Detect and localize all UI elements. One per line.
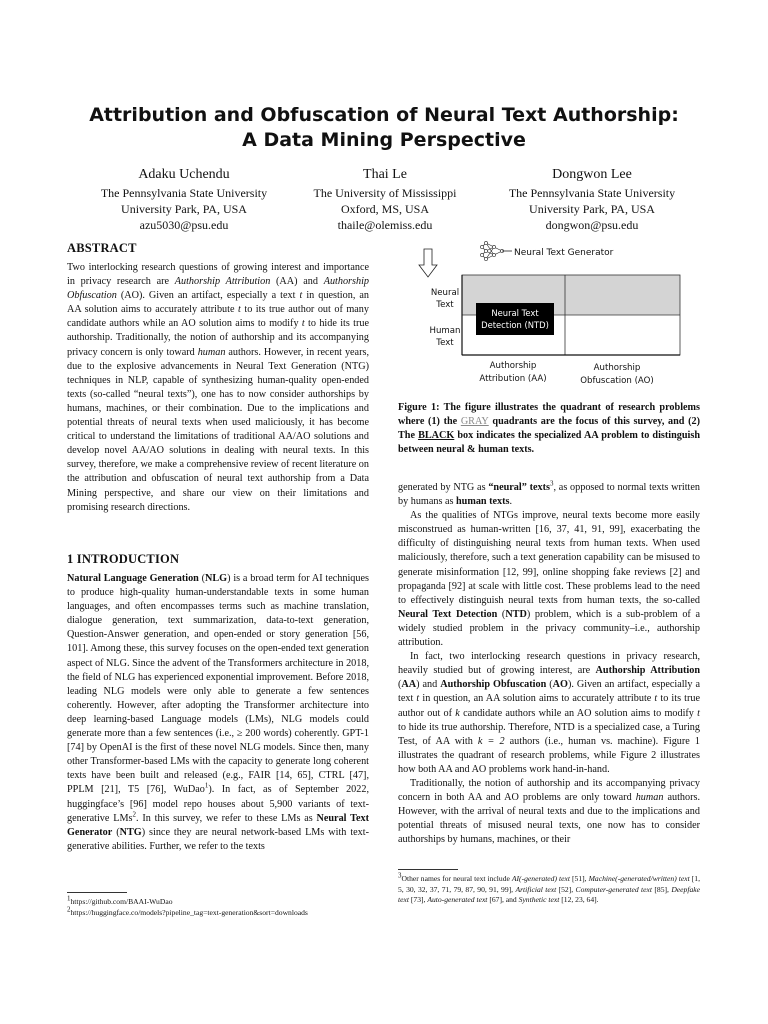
author-email[interactable]: dongwon@psu.edu xyxy=(545,218,639,232)
author-block-1 xyxy=(72,165,296,233)
row-label-human-text: Text xyxy=(436,338,454,348)
col-label-ao-1: Authorship xyxy=(593,363,641,373)
title-line-1: Attribution and Obfuscation of Neural Text Authorship: xyxy=(89,104,679,126)
introduction-section xyxy=(67,551,369,854)
introduction-heading: 1 INTRODUCTION xyxy=(67,552,180,566)
col-label-aa-1: Authorship xyxy=(489,361,537,371)
ntd-box-label-1: Neural Text xyxy=(491,308,539,318)
body-paragraph: Traditionally, the notion of authorship and its accompanying privacy concern in both AA and AO problems are only toward human authors. However, with the arrival of neural texts and due to the implications and potential threats of misused neural texts, one now has to consider authorships by humans, machines, or their xyxy=(398,777,700,846)
footnote-1: $^1$https://github.com/BAAI-WuDao xyxy=(67,894,173,906)
body-paragraph: In fact, two interlocking research questions in privacy research, heavily studied but of growing interest, are Authorship Attribution (AA) and Authorship Obfuscation (AO). Given an artifact, especially a text t in question, an AA solution aims to accurately attribute t to its true author out of k candidate authors while an AO solution aims to modify t to hide its true authorship. Therefore, NTD is a specialized case, a Turing Test, of AA with k = 2 authors (i.e., human vs. machine). Figure 1 illustrates the quadrant of research problems, while Figure 2 illustrates how both AA and AO problems work hand-in-hand. xyxy=(398,651,701,775)
col-label-aa-2: Attribution (AA) xyxy=(479,374,547,384)
generator-label: Neural Text Generator xyxy=(514,248,614,258)
figure-1-quadrant xyxy=(398,237,704,387)
row-label-neural: Neural xyxy=(430,288,460,298)
author-affiliation: The Pennsylvania State University xyxy=(100,186,268,200)
figure-1-caption: Figure 1: The figure illustrates the quadrant of research problems where (1) the GRAY quadrants are the focus of this survey, and (2) The BLACK box indicates the specialized AA problem to distinguish between neural & human texts. xyxy=(398,402,701,455)
author-location: Oxford, MS, USA xyxy=(340,202,429,216)
footnote-rule xyxy=(67,892,127,893)
row-label-human: Human xyxy=(429,326,461,336)
author-email[interactable]: azu5030@psu.edu xyxy=(139,218,229,232)
ntd-box-label-2: Detection (NTD) xyxy=(481,320,549,330)
author-name: Thai Le xyxy=(363,167,407,182)
author-name: Adaku Uchendu xyxy=(138,167,230,182)
abstract-paragraph: Two interlocking research questions of growing interest and importance in privacy research are Authorship Attribution (AA) and Authorship Obfuscation (AO). Given an artifact, especially a text t in question, an AA solution aims to accurately attribute t to its true author out of many candidate authors while an AO solution aims to modify t to hide its true authorship. Traditionally, the notion of authorship and its accompanying privacy concern is only toward human authors. However, in recent years, due to the explosive advancements in Neural Text Generation (NTG) techniques in NLP, capable of synthesizing human-quality open-ended texts (so-called “neural texts”), one has to now consider authorships by humans, machines, or their combination. Due to the implications and potential threats of neural texts when used maliciously, it has become critical to understand the limitations of traditional AA/AO solutions and develop novel AA/AO solutions in dealing with neural texts. In this survey, therefore, we make a comprehensive review of recent literature on the attribution and obfuscation of neural text authorship from a Data Mining perspective, and share our view on their limitations and promising research directions. xyxy=(67,262,370,513)
footnote-3: $^3$Other names for neural text include AI(-generated) text [51], Machine(-generated/written) text [1, 5, 30, 32, 37, 71, 79, 87, 90, 91, 99], Artificial text [52], Computer-generated text [85], Deepfake text [73], Auto-generated text [67], and Synthetic text [12, 23, 64]. xyxy=(398,871,700,904)
left-footnotes xyxy=(67,894,369,918)
down-arrow-icon xyxy=(419,249,437,277)
row-label-neural-text: Text xyxy=(436,300,454,310)
author-affiliation: The University of Mississippi xyxy=(313,186,457,200)
abstract-section xyxy=(67,240,369,515)
footnote-2: $^2$https://huggingface.co/models?pipeline_tag=text-generation&sort=downloads xyxy=(67,904,308,917)
title-line-2: A Data Mining Perspective xyxy=(242,129,526,151)
author-name: Dongwon Lee xyxy=(552,167,632,182)
body-paragraph: generated by NTG as “neural” texts$^3$, as opposed to normal texts written by humans as human texts. xyxy=(398,479,701,508)
abstract-heading: ABSTRACT xyxy=(67,241,137,255)
author-email[interactable]: thaile@olemiss.edu xyxy=(337,218,433,232)
author-block-2 xyxy=(290,165,480,233)
author-block-3 xyxy=(480,165,704,233)
neural-network-icon xyxy=(480,241,503,260)
footnote-rule xyxy=(398,869,458,870)
author-affiliation: The Pennsylvania State University xyxy=(508,186,676,200)
col-label-ao-2: Obfuscation (AO) xyxy=(580,376,654,386)
author-location: University Park, PA, USA xyxy=(121,202,247,216)
paper-title xyxy=(0,103,768,153)
body-paragraph: As the qualities of NTGs improve, neural texts become more easily misconstrued as human-written [16, 37, 41, 91, 99], exacerbating the difficulty of distinguishing neural texts from human texts. When used maliciously, therefore, such a text generation capability can be misused to generate misinformation [12, 99], online shopping fake reviews [2] and propaganda [92] at scale with little cost. These problems lead to the need to effectively distinguish neural texts from human texts, the so-called Neural Text Detection (NTD) problem, which is a sub-problem of a widely studied problem in the privacy community–i.e., authorship attribution. xyxy=(398,510,700,649)
right-column-body xyxy=(398,481,700,847)
right-footnote xyxy=(398,871,700,906)
introduction-paragraph: Natural Language Generation (NLG) is a broad term for AI techniques to produce high-quality human-understandable texts in some human languages, and often encompasses terms such as machine translation, dialogue generation, text summarization, data-to-text generation, Question-Answer generation, and open-ended or story generation [56, 101]. Among these, this survey focuses on the open-ended text generation aspect of NLG. Since the advent of the Transformers architecture in 2018, the field of NLG has experienced exponential improvement. Before 2018, leading NLG models were only able to generate a few sentences coherently. However, after adopting the Transformer architecture into deep learning-based Language models (LMs), NLG models could generate more than a few sentences (i.e., ≥ 200 words) coherently. GPT-1 [74] by OpenAI is the first of these novel NLG models. Since then, many other Transformer-based LMs with the capacity to generate long coherent texts have been built and released (e.g., FAIR [14, 65], CTRL [47], PPLM [21], T5 [76], WuDao$^1$). In fact, as of September 2022, huggingface’s [96] model repo houses about 5,900 variants of text-generative LMs$^2$. In this survey, we refer to these LMs as Neural Text Generator (NTG) since they are neural network-based LMs with text-generative abilities. Further, we refer to the texts xyxy=(67,573,369,852)
author-location: University Park, PA, USA xyxy=(529,202,655,216)
